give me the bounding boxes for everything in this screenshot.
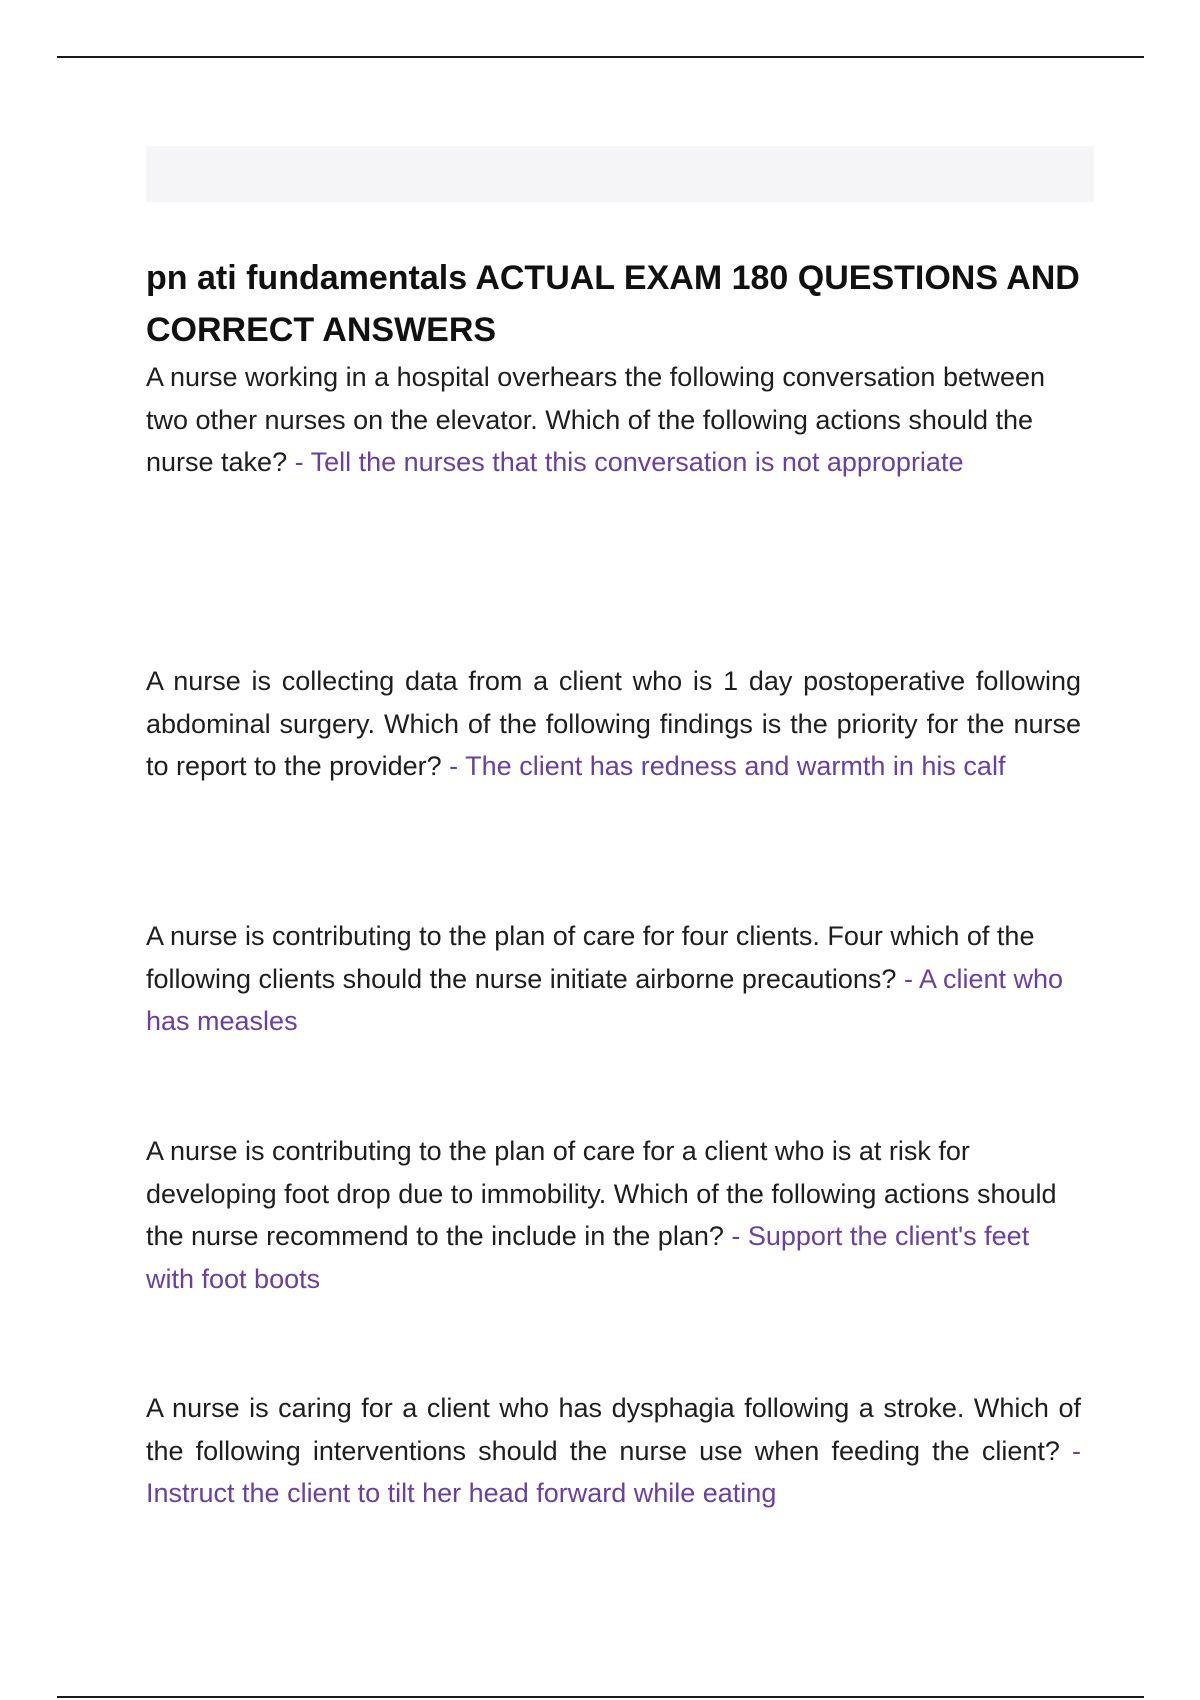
bottom-rule: [57, 1696, 1144, 1698]
qa-item-4: [146, 1130, 1081, 1300]
top-rule: [57, 56, 1144, 58]
qa-item-3: [146, 915, 1081, 1043]
question-text: A nurse is contributing to the plan of care for four clients. Four which of the following clients should the nurse initiate airborne precautions?: [146, 921, 1035, 994]
document-title: pn ati fundamentals ACTUAL EXAM 180 QUESTIONS AND CORRECT ANSWERS: [146, 259, 1080, 349]
question-text: A nurse is caring for a client who has dysphagia following a stroke. Which of the following interventions should the nurse use when feeding the client?: [146, 1393, 1081, 1466]
header-banner: [146, 146, 1094, 202]
document-body: [146, 252, 1081, 1508]
qa-item-2: [146, 660, 1081, 788]
question-text: A nurse is contributing to the plan of care for a client who is at risk for developing foot drop due to immobility. Which of the following actions should the nurse recommend to the include in the plan?: [146, 1136, 1057, 1251]
qa-item-5: [146, 1387, 1081, 1515]
answer-text: - Support the client's feet with foot boots: [146, 1221, 1030, 1294]
question-text: A nurse is collecting data from a client who is 1 day postoperative following abdominal surgery. Which of the following findings is the priority for the nurse to report to the provider?: [146, 666, 1081, 781]
answer-text: - The client has redness and warmth in his calf: [441, 751, 1006, 781]
question-text: A nurse working in a hospital overhears the following conversation between two other nurses on the elevator. Which of the following actions should the nurse take?: [146, 362, 1046, 477]
qa-item-1: [146, 356, 1081, 484]
answer-text: - Tell the nurses that this conversation is not appropriate: [287, 447, 964, 477]
answer-text: - A client who has measles: [146, 963, 1064, 1036]
answer-text: - Instruct the client to tilt her head forward while eating: [146, 1435, 1081, 1508]
